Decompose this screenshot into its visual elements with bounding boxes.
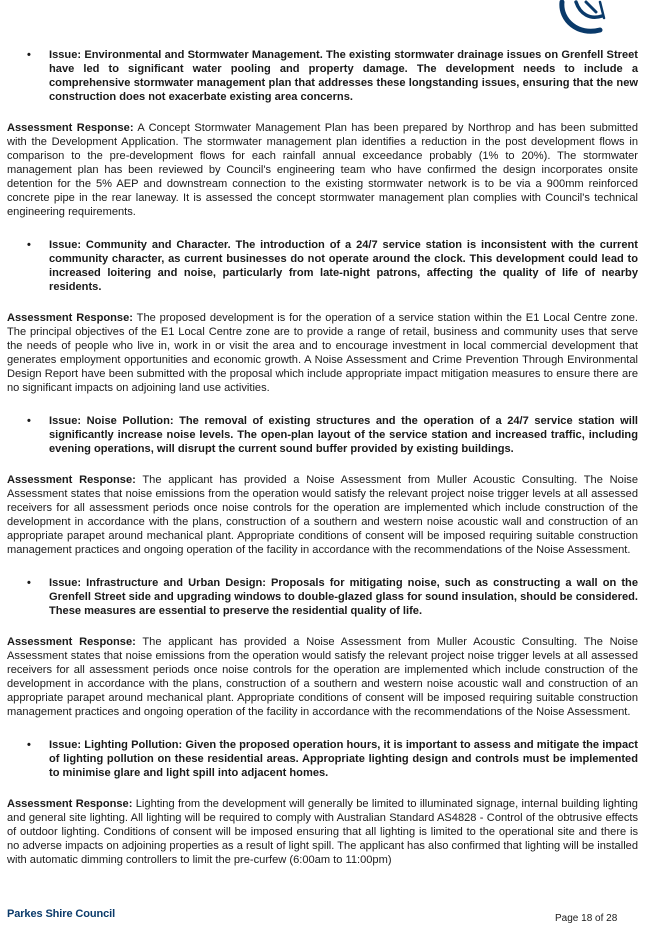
assessment-response [7,797,638,867]
bullet: • [27,577,31,589]
assessment-response [7,311,638,395]
response-lead: Assessment Response: [7,312,133,324]
response-text: A Concept Stormwater Management Plan has been prepared by Northrop and has been submitted with the Development Application. The stormwater management plan identifies a reduction in the post development flows in comparison to the pre-development flows for each rainfall annual exceedance probably (1% to 20%). The stormwater management plan has been reviewed by Council's engineering team who have confirmed the design incorporates onsite detention for the 5% AEP and downstream connection to the existing stormwater network is to be via a 900mm reinforced concrete pipe in the rear laneway. It is assessed the concept stormwater management plan complies with Council's technical engineering requirements. [7,122,638,218]
bullet: • [27,239,31,251]
response-lead: Assessment Response: [7,122,134,134]
response-lead: Assessment Response: [7,474,136,486]
issue-text: Issue: Environmental and Stormwater Management. The existing stormwater drainage issues on Grenfell Street have led to significant water pooling and property damage. The development needs to include a comprehensive stormwater management plan that addresses these longstanding issues, ensuring that the new construction does not exacerbate existing area concerns. [49,49,638,103]
issue-text: Issue: Community and Character. The introduction of a 24/7 service station is inconsistent with the current community character, as current businesses do not operate around the clock. This development could lead to increased loitering and noise, particularly from late-night patrons, affecting the quality of life of nearby residents. [49,239,638,293]
bullet: • [27,739,31,751]
assessment-response [7,635,638,719]
bullet: • [27,49,31,61]
response-lead: Assessment Response: [7,798,133,810]
issue-text: Issue: Lighting Pollution: Given the proposed operation hours, it is important to assess and mitigate the impact of lighting pollution on these residential areas. Appropriate lighting design and controls must be implemented to minimise glare and light spill into adjacent homes. [49,739,638,779]
response-text: The applicant has provided a Noise Assessment from Muller Acoustic Consulting. The Noise Assessment states that noise emissions from the operation would satisfy the relevant project noise trigger levels at all assessed receivers for all assessment periods once noise controls for the operation are implemented which include construction of the development in accordance with the plans, construction of a southern and western noise acoustic wall and construction of an appropriate parapet around mechanical plant. Appropriate conditions of consent will be imposed requiring suitable construction management practices and ongoing operation of the facility in accordance with the recommendations of the Noise Assessment. [7,474,639,556]
response-text: The applicant has provided a Noise Assessment from Muller Acoustic Consulting. The Noise Assessment states that noise emissions from the operation would satisfy the relevant project noise trigger levels at all assessed receivers for all assessment periods once noise controls for the operation are implemented which include construction of the development in accordance with the plans, construction of a southern and western noise acoustic wall and construction of an appropriate parapet around mechanical plant. Appropriate conditions of consent will be imposed requiring suitable construction management practices and ongoing operation of the facility in accordance with the recommendations of the Noise Assessment. [7,636,639,718]
footer-council-name: Parkes Shire Council [7,908,116,920]
response-text: The proposed development is for the operation of a service station within the E1 Local Centre zone. The principal objectives of the E1 Local Centre zone are to provide a range of retail, business and community uses that serve the needs of people who live in, work in or visit the area and to encourage investment in local commercial development that generates employment opportunities and economic growth. A Noise Assessment and Crime Prevention Through Environmental Design Report have been submitted with the proposal which include appropriate impact mitigation measures to ensure there are no significant impacts on adjoining land use activities. [7,312,638,394]
council-logo-icon [556,0,610,36]
issue-item [7,414,638,456]
document-body [7,48,638,886]
bullet: • [27,415,31,427]
assessment-response [7,121,638,219]
issue-item [7,738,638,780]
issue-item [7,48,638,104]
issue-text: Issue: Noise Pollution: The removal of existing structures and the operation of a 24/7 service station will significantly increase noise levels. The open-plan layout of the service station and increased traffic, including evening operations, will disrupt the current sound buffer provided by existing buildings. [49,415,638,455]
footer-page-number: Page 18 of 28 [555,913,618,924]
assessment-response [7,473,638,557]
issue-item [7,238,638,294]
issue-item [7,576,638,618]
response-lead: Assessment Response: [7,636,136,648]
response-text: Lighting from the development will generally be limited to illuminated signage, internal building lighting and general site lighting. All lighting will be required to comply with Australian Standard AS4828 - Control of the obtrusive effects of outdoor lighting. Conditions of consent will be imposed ensuring that all lighting is limited to the operational site and there is no adverse impacts on adjoining properties as a result of light spill. The applicant has also confirmed that lighting will be installed with automatic dimming controllers to limit the pre-curfew (6:00am to 11:00pm) [7,798,638,866]
issue-text: Issue: Infrastructure and Urban Design: Proposals for mitigating noise, such as constructing a wall on the Grenfell Street side and upgrading windows to double-glazed glass for sound insulation, should be considered. These measures are essential to preserve the residential quality of life. [49,577,638,617]
